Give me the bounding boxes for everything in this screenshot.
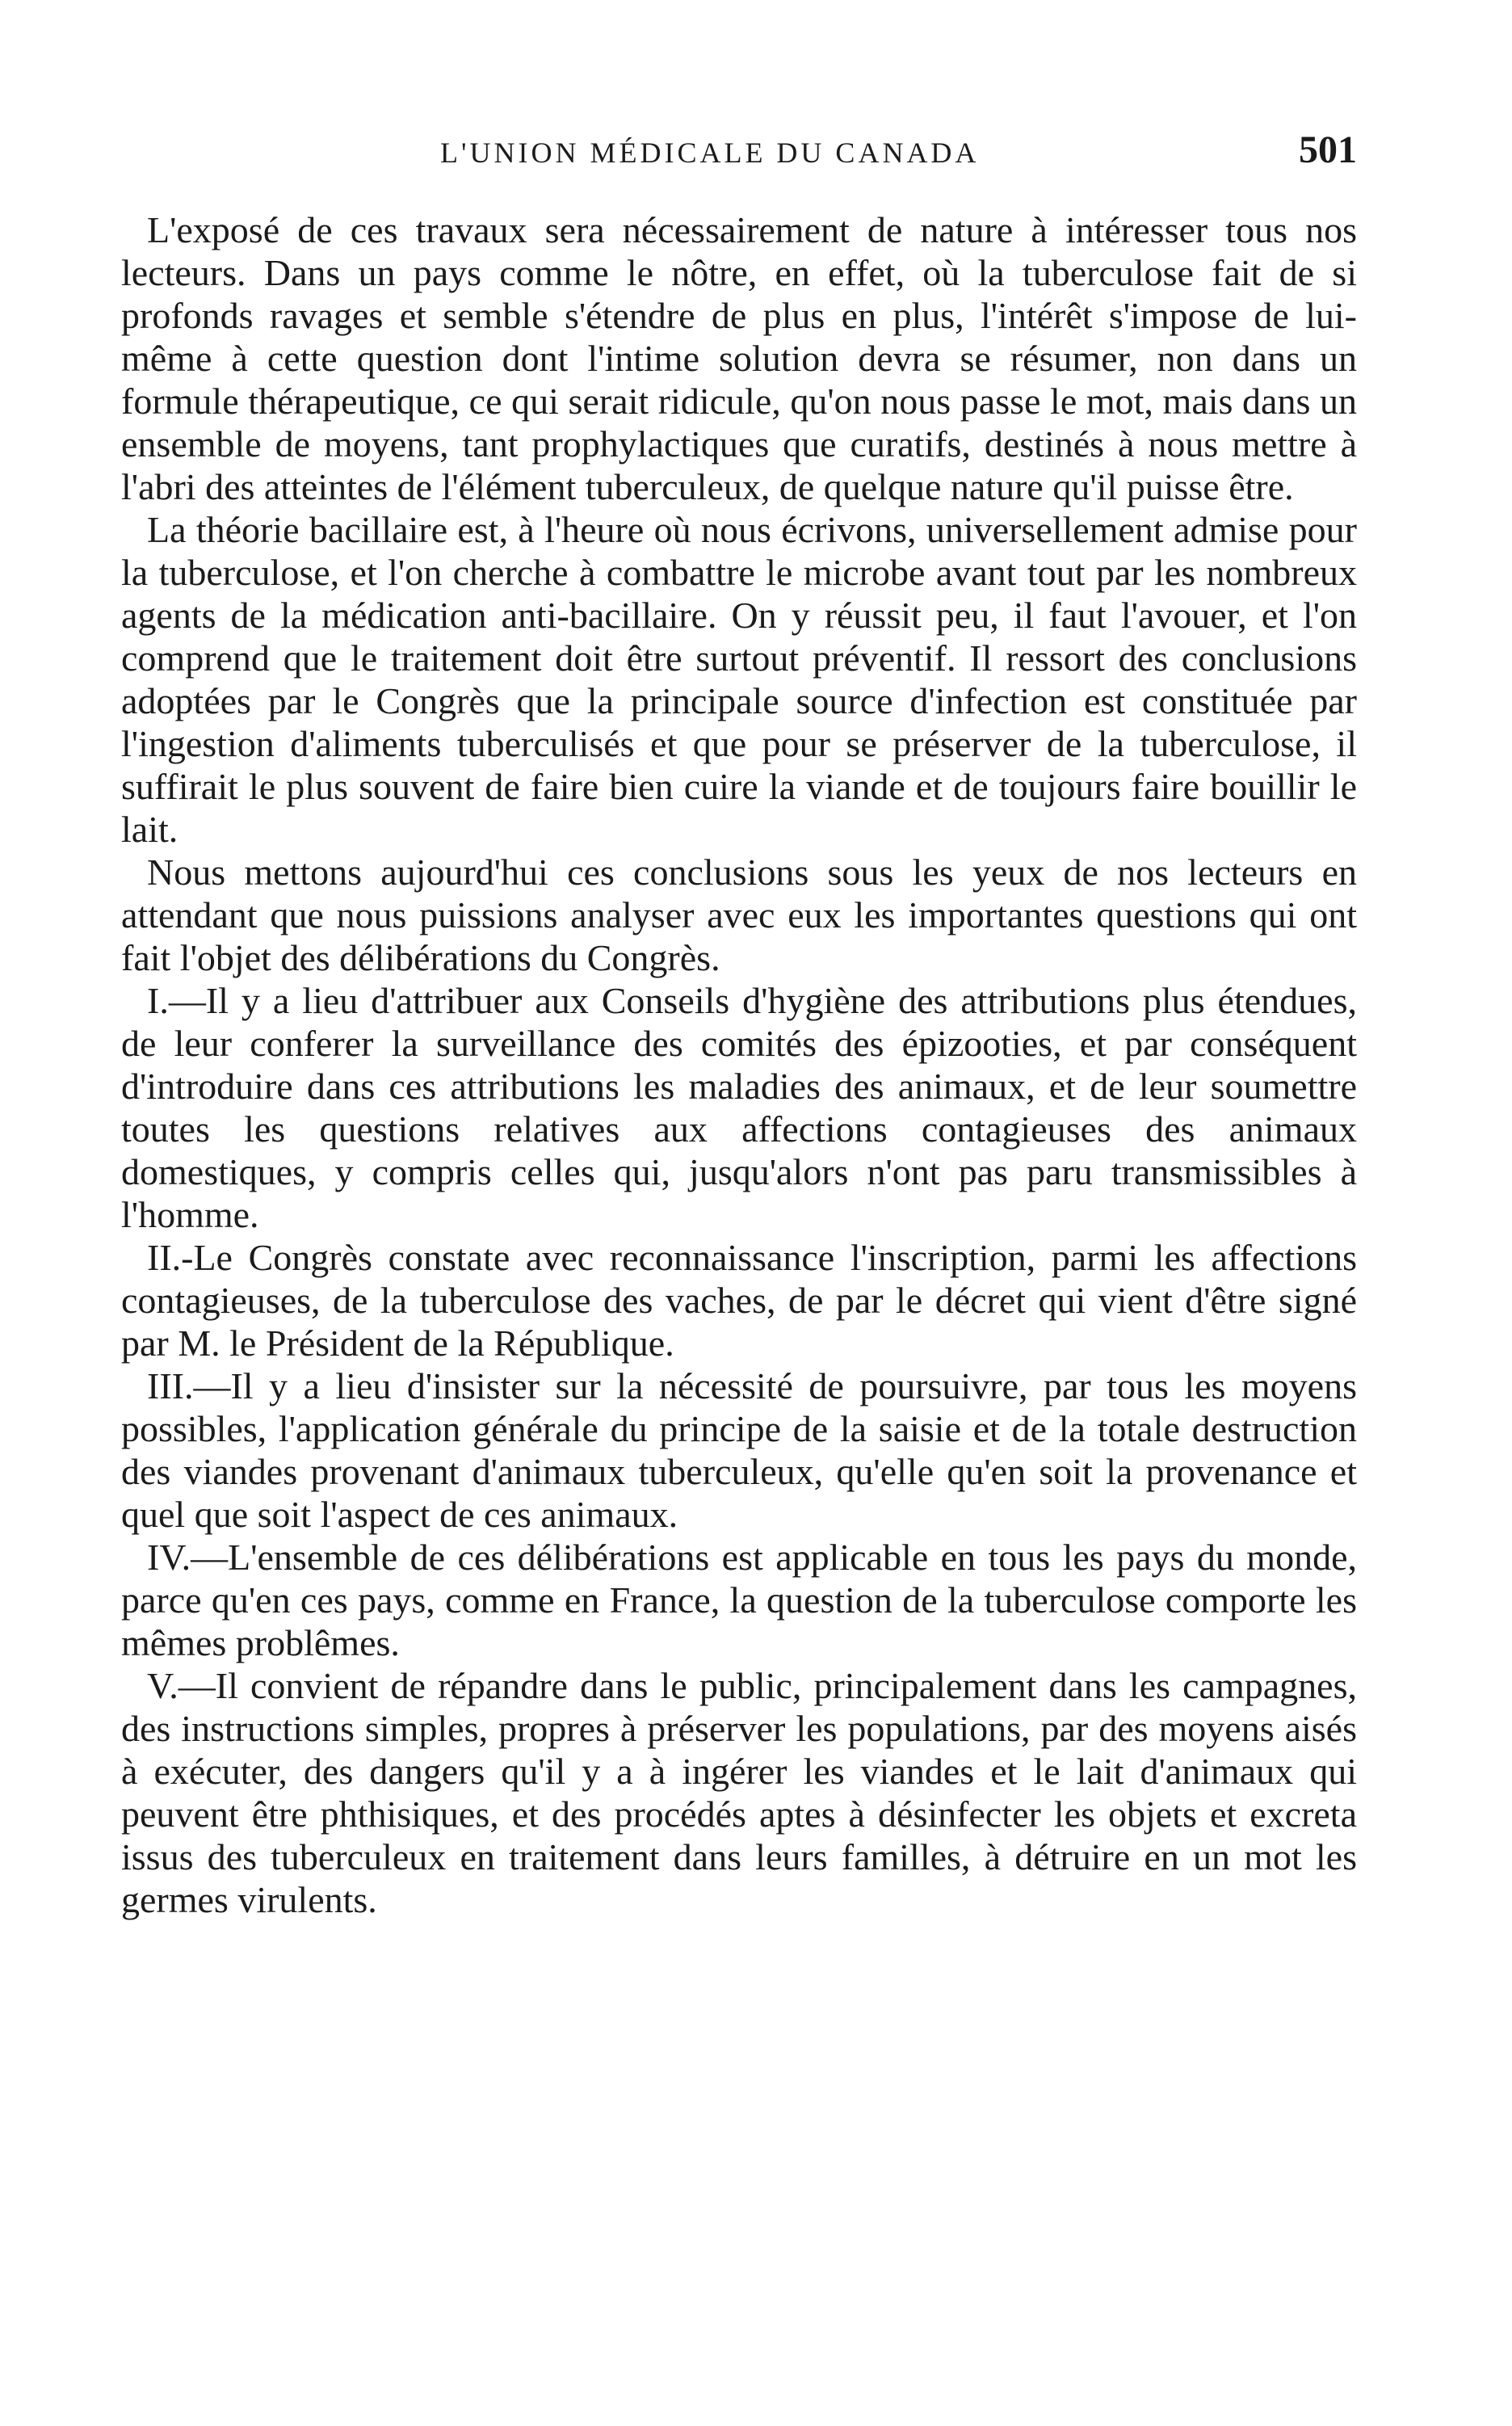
paragraph-theorie-bacillaire: La théorie bacillaire est, à l'heure où nous écrivons, universellement admise pour la tuberculose, et l'on cherche à combattre le microbe avant tout par les nombreux agents de la médication anti-bacillaire. On y réussit peu, il faut l'avouer, et l'on comprend que le traitement doit être surtout préventif. Il ressort des conclusions adoptées par le Congrès que la principale source d'infection est constituée par l'ingestion d'aliments tuberculisés et que pour se préserver de la tuberculose, il suffirait le plus souvent de faire bien cuire la viande et de toujours faire bouillir le lait. [121,509,1357,850]
conclusion-item-1: I.—Il y a lieu d'attribuer aux Conseils d'hygiène des attributions plus étendues, de leur conferer la surveillance des comités des épizooties, et par conséquent d'introduire dans ces attributions les maladies des animaux, et de leur soumettre toutes les questions relatives aux affections contagieuses des animaux domestiques, y compris celles qui, jusqu'alors n'ont pas paru transmissibles à l'homme. [121,980,1357,1235]
page-header [121,128,1357,184]
body-text [121,208,1357,1921]
conclusion-item-5: V.—Il convient de répandre dans le public, principalement dans les campagnes, des instructions simples, propres à préserver les populations, par des moyens aisés à exécuter, des dangers qu'il y a à ingérer les viandes et le lait d'animaux qui peuvent être phthisiques, et des procédés aptes à désinfecter les objets et excreta issus des tuberculeux en traitement dans leurs familles, à détruire en un mot les germes virulents. [121,1665,1357,1920]
paragraph-expose: L'exposé de ces travaux sera nécessairement de nature à intéresser tous nos lecteurs. Dans un pays comme le nôtre, en effet, où la tuberculose fait de si profonds ravages et semble s'étendre de plus en plus, l'intérêt s'impose de lui-même à cette question dont l'intime solution devra se résumer, non dans un formule thérapeutique, ce qui serait ridicule, qu'on nous passe le mot, mais dans un ensemble de moyens, tant prophylactiques que curatifs, destinés à nous mettre à l'abri des atteintes de l'élément tuberculeux, de quelque nature qu'il puisse être. [121,209,1357,507]
conclusion-item-3: III.—Il y a lieu d'insister sur la nécessité de poursuivre, par tous les moyens possibles, l'application générale du principe de la saisie et de la totale destruction des viandes provenant d'animaux tuberculeux, qu'elle qu'en soit la provenance et quel que soit l'aspect de ces animaux. [121,1365,1357,1535]
page-number: 501 [1299,128,1357,171]
conclusion-item-2: II.-Le Congrès constate avec reconnaissance l'inscription, parmi les affections contagieuses, de la tuberculose des vaches, de par le décret qui vient d'être signé par M. le Président de la République. [121,1237,1357,1364]
running-title: L'UNION MÉDICALE DU CANADA [440,137,980,169]
conclusion-item-4: IV.—L'ensemble de ces délibérations est applicable en tous les pays du monde, parce qu'en ces pays, comme en France, la question de la tuberculose comporte les mêmes problêmes. [121,1537,1357,1663]
paragraph-conclusions-intro: Nous mettons aujourd'hui ces conclusions sous les yeux de nos lecteurs en attendant que nous puissions analyser avec eux les importantes questions qui ont fait l'objet des délibérations du Congrès. [121,851,1357,978]
